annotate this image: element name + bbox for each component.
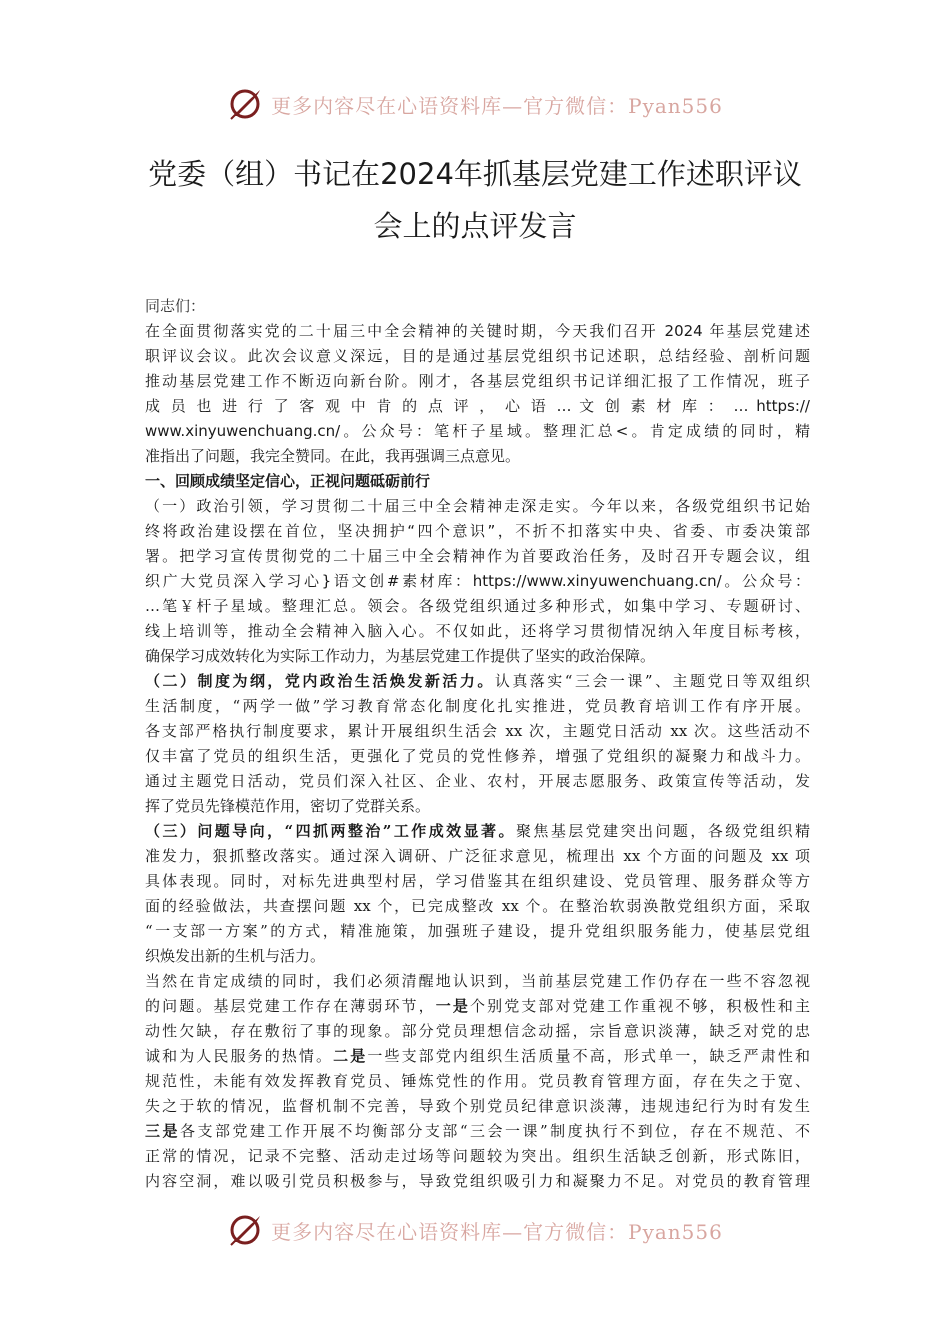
text-line: 当然在肯定成绩的同时，我们必须清醒地认识到，当前基层党建工作仍存在一些不容忽视 [145, 972, 810, 990]
text-line: 内容空洞，难以吸引党员积极参与，导致党组织吸引力和凝聚力不足。对党员的教育管理 [145, 1172, 810, 1190]
title-line-2: 会上的点评发言 [373, 209, 577, 243]
text-line [145, 819, 810, 844]
text-line: “一支部一方案”的方式，精准施策，加强班子建设，提升党组织服务能力，使基层党组 [145, 922, 810, 940]
text-span: 各支部党建工作开展不均衡部分支部“三会一课”制度执行不到位，存在不规范、不 [179, 1122, 810, 1140]
text-line: 挥了党员先锋模范作用，密切了党群关系。 [145, 797, 431, 815]
text-line [145, 1119, 810, 1144]
text-span: 认真落实“三会一课”、主题党日等双组织 [494, 672, 810, 690]
text-line: 动性欠缺，存在敷衍了事的现象。部分党员理想信念动摇，宗旨意识淡薄，缺乏对党的忠 [145, 1022, 810, 1040]
banner-text: 更多内容尽在心语资料库—官方微信：Pyan556 [271, 93, 723, 118]
text-line: 推动基层党建工作不断迈向新台阶。刚才，各基层党组织书记详细汇报了工作情况，班子 [145, 372, 810, 390]
text-line: 失之于软的情况，监督机制不完善，导致个别党员纪律意识淡薄，违规违纪行为时有发生 [145, 1097, 810, 1115]
paragraph-political-guidance [145, 494, 810, 669]
text-span: 诚和为人民服务的热情。 [145, 1047, 334, 1065]
paragraph-existing-problems [145, 969, 810, 1194]
title-line-1: 党委（组）书记在2024年抓基层党建工作述职评议 [148, 157, 802, 191]
paragraph-lead: （二）制度为纲，党内政治生活焕发新活力。 [145, 672, 495, 690]
footer-banner [0, 1210, 950, 1250]
text-line: …笔￥杆子星域。整理汇总。领会。各级党组织通过多种形式，如集中学习、专题研讨、 [145, 597, 810, 615]
text-line: 规范性，未能有效发挥教育党员、锤炼党性的作用。党员教育管理方面，存在失之于宽、 [145, 1072, 810, 1090]
text-line: 准发力，狠抓整改落实。通过深入调研、广泛征求意见，梳理出 xx 个方面的问题及 xx 项 [145, 847, 810, 865]
enumeration-label: 三是 [145, 1122, 180, 1140]
text-line: 生活制度，“两学一做”学习教育常态化制度化扎实推进，党员教育培训工作有序开展。 [145, 697, 810, 715]
quill-logo-icon [227, 86, 263, 122]
text-line [145, 669, 810, 694]
text-line: 正常的情况，记录不完整、活动走过场等问题较为突出。组织生活缺乏创新，形式陈旧， [145, 1147, 810, 1165]
text-line: 通过主题党日活动，党员们深入社区、企业、农村，开展志愿服务、政策宣传等活动，发 [145, 772, 810, 790]
document-body [145, 294, 810, 1194]
quill-logo-icon [227, 1212, 263, 1248]
text-span: 个别党支部对党建工作重视不够，积极性和主 [470, 997, 810, 1015]
text-line [145, 1044, 810, 1069]
text-line: 各支部严格执行制度要求，累计开展组织生活会 xx 次，主题党日活动 xx 次。这些活动不 [145, 722, 810, 740]
text-line: （一）政治引领，学习贯彻二十届三中全会精神走深走实。今年以来，各级党组织书记始 [145, 497, 810, 515]
header-banner [0, 84, 950, 124]
page-title [110, 148, 840, 252]
text-line: 面的经验做法，共查摆问题 xx 个，已完成整改 xx 个。在整治软弱涣散党组织方面，采取 [145, 897, 810, 915]
banner-text: 更多内容尽在心语资料库—官方微信：Pyan556 [271, 1219, 723, 1244]
text-line: 线上培训等，推动全会精神入脑入心。不仅如此，还将学习贯彻情况纳入年度目标考核， [145, 622, 810, 640]
text-line: www.xinyuwenchuang.cn/。公众号：笔杆子星域。整理汇总<。肯定成绩的同时，精 [145, 422, 810, 440]
enumeration-label: 一是 [435, 997, 470, 1015]
text-line: 准指出了问题，我完全赞同。在此，我再强调三点意见。 [145, 447, 521, 465]
paragraph-problem-orientation [145, 819, 810, 969]
text-line: 在全面贯彻落实党的二十届三中全会精神的关键时期，今天我们召开 2024 年基层党建述 [145, 322, 810, 340]
enumeration-label: 二是 [333, 1047, 368, 1065]
text-line: 职评议会议。此次会议意义深远，目的是通过基层党组织书记述职，总结经验、剖析问题 [145, 347, 810, 365]
intro-paragraph [145, 319, 810, 469]
salutation: 同志们： [145, 297, 206, 315]
text-line: 署。把学习宣传贯彻党的二十届三中全会精神作为首要政治任务，及时召开专题会议，组 [145, 547, 810, 565]
text-span: 聚焦基层党建突出问题，各级党组织精 [515, 822, 810, 840]
paragraph-lead: （三）问题导向，“四抓两整治”工作成效显著。 [145, 822, 516, 840]
text-line: 确保学习成效转化为实际工作动力，为基层党建工作提供了坚实的政治保障。 [145, 647, 656, 665]
text-line: 终将政治建设摆在首位，坚决拥护“四个意识”，不折不扣落实中央、省委、市委决策部 [145, 522, 810, 540]
text-line: 仅丰富了党员的组织生活，更强化了党员的党性修养，增强了党组织的凝聚力和战斗力。 [145, 747, 810, 765]
text-span: 一些支部党内组织生活质量不高，形式单一，缺乏严肃性和 [367, 1047, 810, 1065]
section-heading-1: 一、回顾成绩坚定信心，正视问题砥砺前行 [145, 472, 431, 490]
text-line: 成 员 也 进 行 了 客 观 中 肯 的 点 评 ， 心 语 … 文 创 素 材 库 ： … https:// [145, 397, 810, 415]
paragraph-system-guidance [145, 669, 810, 819]
text-line: 织焕发出新的生机与活力。 [145, 947, 326, 965]
text-line: 具体表现。同时，对标先进典型村居，学习借鉴其在组织建设、党员管理、服务群众等方 [145, 872, 810, 890]
text-span: 的问题。基层党建工作存在薄弱环节， [145, 997, 436, 1015]
text-line: 织广大党员深入学习心}语文创#素材库：https://www.xinyuwenchuang.cn/。公众号： [145, 572, 810, 590]
text-line [145, 994, 810, 1019]
